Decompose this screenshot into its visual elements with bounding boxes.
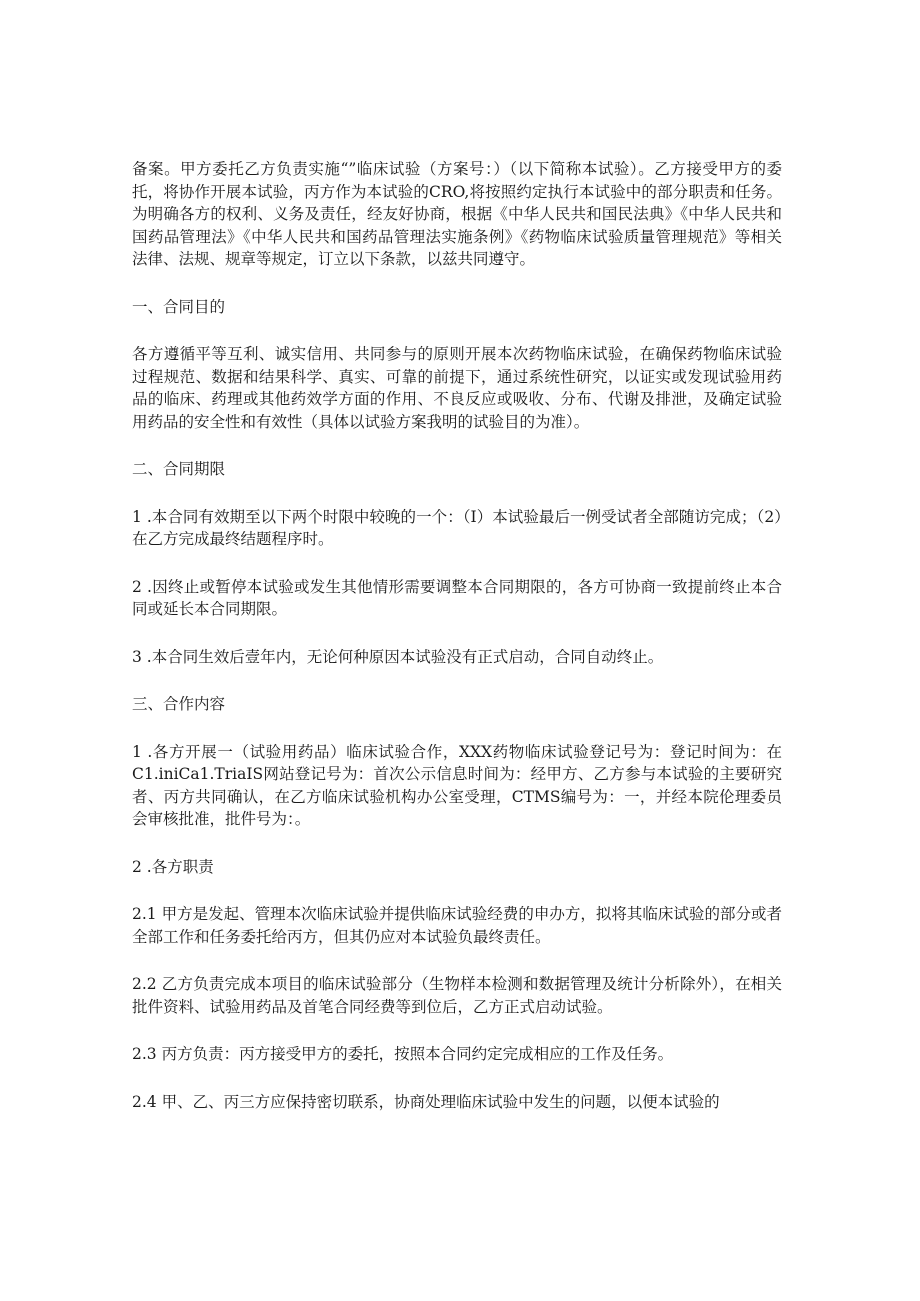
section-2-heading: 二、合同期限 — [132, 460, 226, 478]
section-3-clause-2-1: 2.1 甲方是发起、管理本次临床试验并提供临床试验经费的申办方，拟将其临床试验的部分或者全部工作和任务委托给丙方，但其仍应对本试验负最终责任。 — [132, 905, 782, 946]
intro-paragraph: 备案。甲方委托乙方负责实施“”临床试验（方案号：）（以下简称本试验）。乙方接受甲方的委托，将协作开展本试验，丙方作为本试验的CRO,将按照约定执行本试验中的部分职责和任务。为明确各方的权利、义务及责任，经友好协商，根据《中华人民共和国民法典》《中华人民共和国药品管理法》《中华人民共和国药品管理法实施条例》《药物临床试验质量管理规范》等相关法律、法规、规章等规定，订立以下条款，以兹共同遵守。 — [132, 160, 782, 268]
section-1-heading: 一、合同目的 — [132, 297, 226, 316]
section-3-clause-2-4: 2.4 甲、乙、丙三方应保持密切联系，协商处理临床试验中发生的问题，以便本试验的 — [132, 1092, 720, 1111]
section-3-clause-2-3: 2.3 丙方负责：丙方接受甲方的委托，按照本合同约定完成相应的工作及任务。 — [132, 1045, 674, 1063]
section-1-paragraph: 各方遵循平等互利、诚实信用、共同参与的原则开展本次药物临床试验，在确保药物临床试验过程规范、数据和结果科学、真实、可靠的前提下，通过系统性研究，以证实或发现试验用药品的临床、药理或其他药效学方面的作用、不良反应或吸收、分布、代谢及排泄，及确定试验用药品的安全性和有效性（具体以试验方案我明的试验目的为准）。 — [132, 345, 782, 431]
section-2-clause-2: 2 .因终止或暂停本试验或发生其他情形需要调整本合同期限的，各方可协商一致提前终止本合同或延长本合同期限。 — [132, 577, 782, 618]
section-3-clause-1: 1 .各方开展一（试验用药品）临床试验合作，XXX药物临床试验登记号为：登记时间为：在C1.iniCa1.TriaIS网站登记号为：首次公示信息时间为：经甲方、乙方参与本试验的主要研究者、丙方共同确认，在乙方临床试验机构办公室受理，CTMS编号为：一，并经本院伦理委员会审核批准，批件号为：。 — [132, 742, 782, 828]
section-3-clause-2-2: 2.2 乙方负责完成本项目的临床试验部分（生物样本检测和数据管理及统计分析除外），在相关批件资料、试验用药品及首笔合同经费等到位后，乙方正式启动试验。 — [132, 975, 782, 1016]
section-3-heading: 三、合作内容 — [132, 695, 226, 713]
section-2-clause-3: 3 .本合同生效后壹年内，无论何种原因本试验没有正式启动，合同自动终止。 — [132, 647, 664, 666]
document-body — [132, 158, 782, 1138]
section-3-clause-2: 2 .各方职责 — [132, 857, 214, 876]
section-2-clause-1: 1 .本合同有效期至以下两个时限中较晚的一个：（I）本试验最后一例受试者全部随访完成；（2）在乙方完成最终结题程序时。 — [132, 507, 782, 548]
